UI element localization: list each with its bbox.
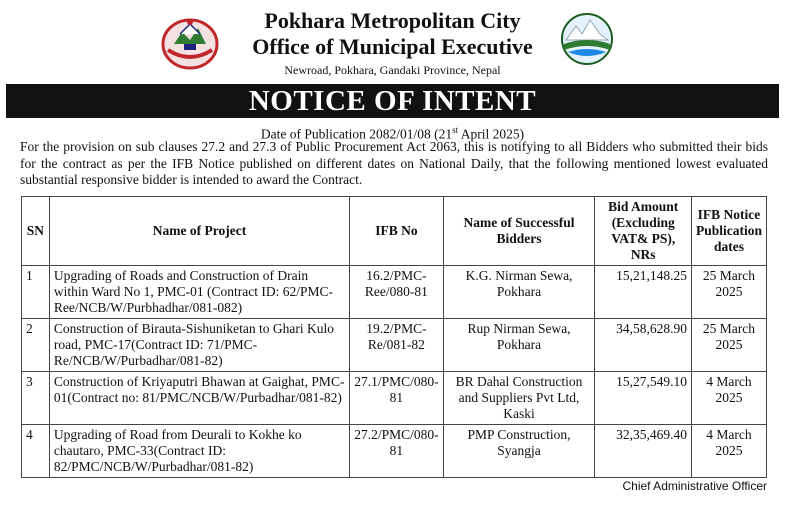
cell-sn: 2 <box>22 319 50 372</box>
cell-bidder: K.G. Nirman Sewa, Pokhara <box>443 266 595 319</box>
letterhead <box>0 0 785 84</box>
signature-title: Chief Administrative Officer <box>622 479 767 493</box>
cell-sn: 4 <box>22 425 50 478</box>
table-row <box>22 266 767 319</box>
cell-date: 4 March 2025 <box>691 372 766 425</box>
cell-project: Upgrading of Road from Deurali to Kokhe ko chautaro, PMC-33(Contract ID: 82/PMC/NCB/W/Purbadhar/081-82) <box>49 425 349 478</box>
bids-table <box>21 196 767 478</box>
cell-ifb: 16.2/PMC-Ree/080-81 <box>350 266 443 319</box>
intro-paragraph: For the provision on sub clauses 27.2 and 27.3 of Public Procurement Act 2063, this is notifying to all Bidders who submitted their bids for the contract as per the IFB Notice published on different dates on National Daily, that the following mentioned lowest evaluated substantial responsive bidder is intended to award the Contract. <box>20 139 768 187</box>
org-name: Pokhara Metropolitan City <box>264 8 521 33</box>
cell-date: 25 March 2025 <box>691 266 766 319</box>
table-row <box>22 372 767 425</box>
pokhara-logo-icon <box>560 12 614 66</box>
cell-amount: 15,27,549.10 <box>595 372 692 425</box>
header-amount: Bid Amount (Excluding VAT& PS), NRs <box>595 197 692 266</box>
header-sn: SN <box>22 197 50 266</box>
cell-project: Construction of Birauta-Sishuniketan to Ghari Kulo road, PMC-17(Contract ID: 71/PMC-Re/NCB/W/Purbadhar/081-82) <box>49 319 349 372</box>
header-date: IFB Notice Publication dates <box>691 197 766 266</box>
table-row <box>22 425 767 478</box>
cell-bidder: PMP Construction, Syangja <box>443 425 595 478</box>
cell-date: 4 March 2025 <box>691 425 766 478</box>
cell-amount: 34,58,628.90 <box>595 319 692 372</box>
cell-date: 25 March 2025 <box>691 319 766 372</box>
cell-project: Upgrading of Roads and Construction of Drain within Ward No 1, PMC-01 (Contract ID: 62/PMC-Ree/NCB/W/Purbhadhar/081-082) <box>49 266 349 319</box>
cell-sn: 3 <box>22 372 50 425</box>
date-prefix: Date of Publication 2082/01/08 (21 <box>260 126 453 142</box>
cell-bidder: BR Dahal Construction and Suppliers Pvt Ltd, Kaski <box>443 372 595 425</box>
header-project: Name of Project <box>49 197 349 266</box>
cell-bidder: Rup Nirman Sewa, Pokhara <box>443 319 595 372</box>
table-header-row <box>22 197 767 266</box>
cell-ifb: 27.2/PMC/080-81 <box>350 425 443 478</box>
cell-ifb: 27.1/PMC/080-81 <box>350 372 443 425</box>
cell-sn: 1 <box>22 266 50 319</box>
header-ifb: IFB No <box>350 197 443 266</box>
date-suffix: April 2025) <box>458 126 525 142</box>
office-name: Office of Municipal Executive <box>252 34 533 59</box>
table-row <box>22 319 767 372</box>
header-bidder: Name of Successful Bidders <box>443 197 595 266</box>
notice-title: NOTICE OF INTENT <box>6 84 779 118</box>
cell-project: Construction of Kriyaputri Bhawan at Gaighat, PMC-01(Contract no: 81/PMC/NCB/W/Purbadhar/081-82) <box>49 372 349 425</box>
org-address: Newroad, Pokhara, Gandaki Province, Nepal <box>284 63 501 77</box>
date-superscript: st <box>452 125 459 135</box>
cell-amount: 15,21,148.25 <box>595 266 692 319</box>
cell-amount: 32,35,469.40 <box>595 425 692 478</box>
cell-ifb: 19.2/PMC-Re/081-82 <box>350 319 443 372</box>
